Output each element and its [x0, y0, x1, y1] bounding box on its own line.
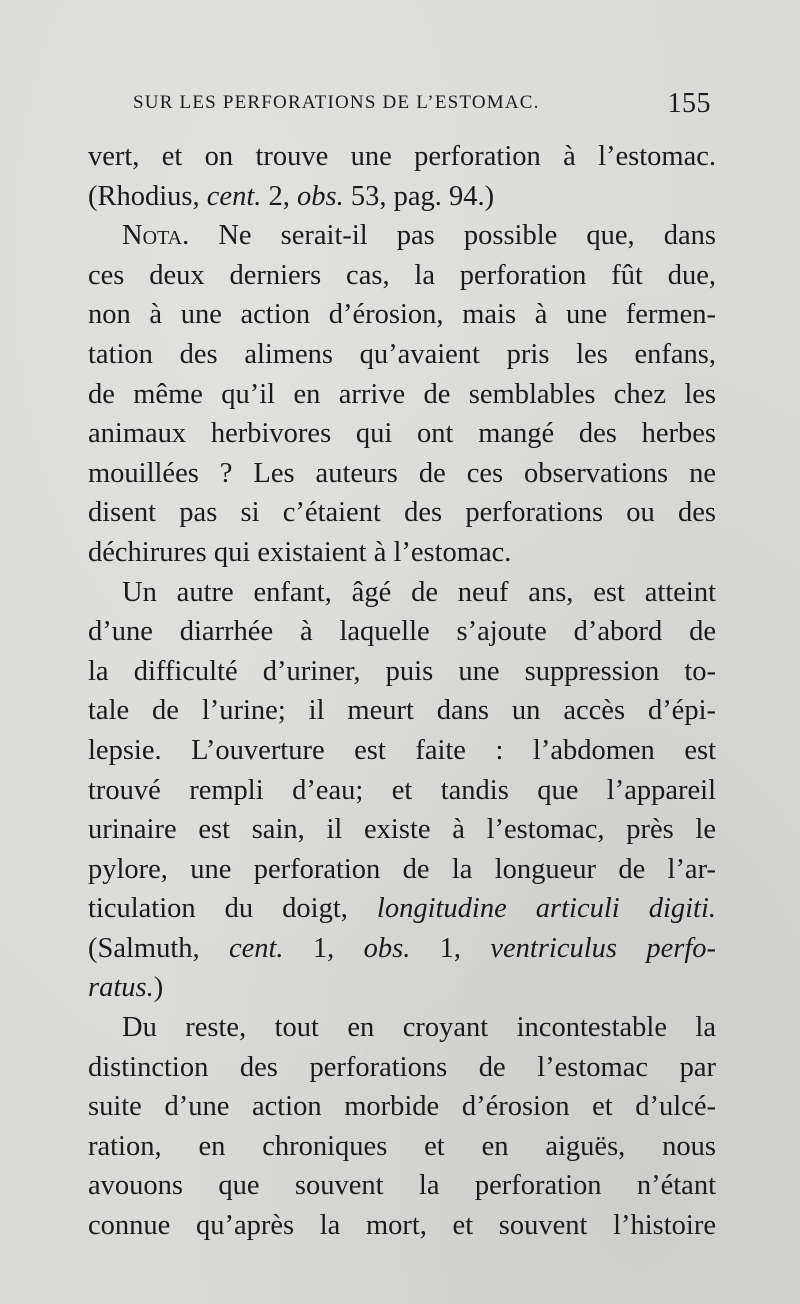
text-line: [88, 295, 716, 335]
text-span: lepsie. L’ouverture est faite : l’abdomen est: [88, 734, 716, 766]
text-line: [88, 137, 716, 177]
text-line: [88, 691, 716, 731]
italic-text: longitudine articuli digiti.: [376, 893, 716, 925]
text-span: (Salmuth,: [88, 932, 229, 964]
text-span: de même qu’il en arrive de semblables chez les: [88, 378, 716, 410]
text-span: la difficulté d’uriner, puis une suppression to-: [88, 655, 716, 687]
text-line: [88, 850, 716, 890]
italic-text: ratus.: [88, 972, 154, 1004]
text-span: pylore, une perforation de la longueur de l’ar-: [88, 853, 716, 885]
text-span: ticulation du doigt,: [88, 893, 377, 925]
text-span: Du reste, tout en croyant incontestable la: [122, 1012, 716, 1044]
text-line: [88, 375, 716, 415]
italic-text: obs.: [296, 180, 344, 212]
text-line: [88, 177, 716, 217]
text-span: urinaire est sain, il existe à l’estomac, près le: [88, 814, 716, 846]
text-line: [88, 454, 716, 494]
text-line: [88, 612, 716, 652]
text-span: déchirures qui existaient à l’estomac.: [88, 536, 512, 568]
text-line: [88, 335, 716, 375]
text-line: [88, 1087, 716, 1127]
text-span: 1,: [410, 932, 491, 964]
text-span: Un autre enfant, âgé de neuf ans, est atteint: [122, 576, 716, 608]
text-span: avouons que souvent la perforation n’étant: [88, 1170, 716, 1202]
text-span: mouillées ? Les auteurs de ces observations ne: [88, 457, 716, 489]
text-span: (Rhodius,: [88, 180, 207, 212]
text-span: ): [153, 972, 164, 1004]
text-line: [88, 968, 716, 1008]
text-line: [88, 1206, 716, 1246]
text-span: Ne serait-il pas possible que, dans: [189, 220, 716, 252]
text-span: animaux herbivores qui ont mangé des herbes: [88, 418, 716, 450]
text-line: [88, 771, 716, 811]
text-line: [88, 414, 716, 454]
text-line: [88, 533, 716, 573]
text-line: [88, 731, 716, 771]
text-span: 2,: [261, 180, 297, 212]
italic-text: cent.: [228, 932, 284, 964]
text-span: 53, pag. 94.): [343, 180, 495, 212]
text-span: distinction des perforations de l’estomac par: [88, 1051, 716, 1083]
italic-text: obs.: [363, 932, 411, 964]
text-line: [88, 216, 716, 256]
text-span: tation des alimens qu’avaient pris les enfans,: [88, 338, 716, 370]
text-span: disent pas si c’étaient des perforations ou des: [88, 497, 716, 529]
text-span: trouvé rempli d’eau; et tandis que l’appareil: [88, 774, 716, 806]
italic-text: ventriculus perfo-: [490, 932, 716, 964]
text-span: suite d’une action morbide d’érosion et d’ulcé-: [88, 1091, 716, 1123]
page-header: [133, 88, 711, 122]
text-line: [88, 1008, 716, 1048]
text-line: [88, 652, 716, 692]
body-text: [88, 137, 716, 1246]
text-line: [88, 256, 716, 296]
text-line: [88, 1048, 716, 1088]
running-title: SUR LES PERFORATIONS DE L’ESTOMAC.: [133, 92, 540, 113]
text-line: [88, 493, 716, 533]
small-caps-text: Nota.: [122, 220, 190, 252]
text-span: non à une action d’érosion, mais à une fermen-: [88, 299, 716, 331]
text-span: connue qu’après la mort, et souvent l’histoire: [88, 1210, 716, 1242]
text-span: ces deux derniers cas, la perforation fût due,: [88, 259, 716, 291]
text-line: [88, 929, 716, 969]
text-span: ration, en chroniques et en aiguës, nous: [88, 1130, 716, 1162]
text-span: vert, et on trouve une perforation à l’estomac.: [88, 141, 716, 172]
page-number: 155: [667, 88, 711, 119]
italic-text: cent.: [206, 180, 262, 212]
text-span: 1,: [283, 932, 364, 964]
text-line: [88, 573, 716, 613]
text-line: [88, 1127, 716, 1167]
text-span: d’une diarrhée à laquelle s’ajoute d’abord de: [88, 616, 716, 648]
text-span: tale de l’urine; il meurt dans un accès d’épi-: [88, 695, 716, 727]
text-line: [88, 1166, 716, 1206]
text-line: [88, 810, 716, 850]
text-line: [88, 889, 716, 929]
